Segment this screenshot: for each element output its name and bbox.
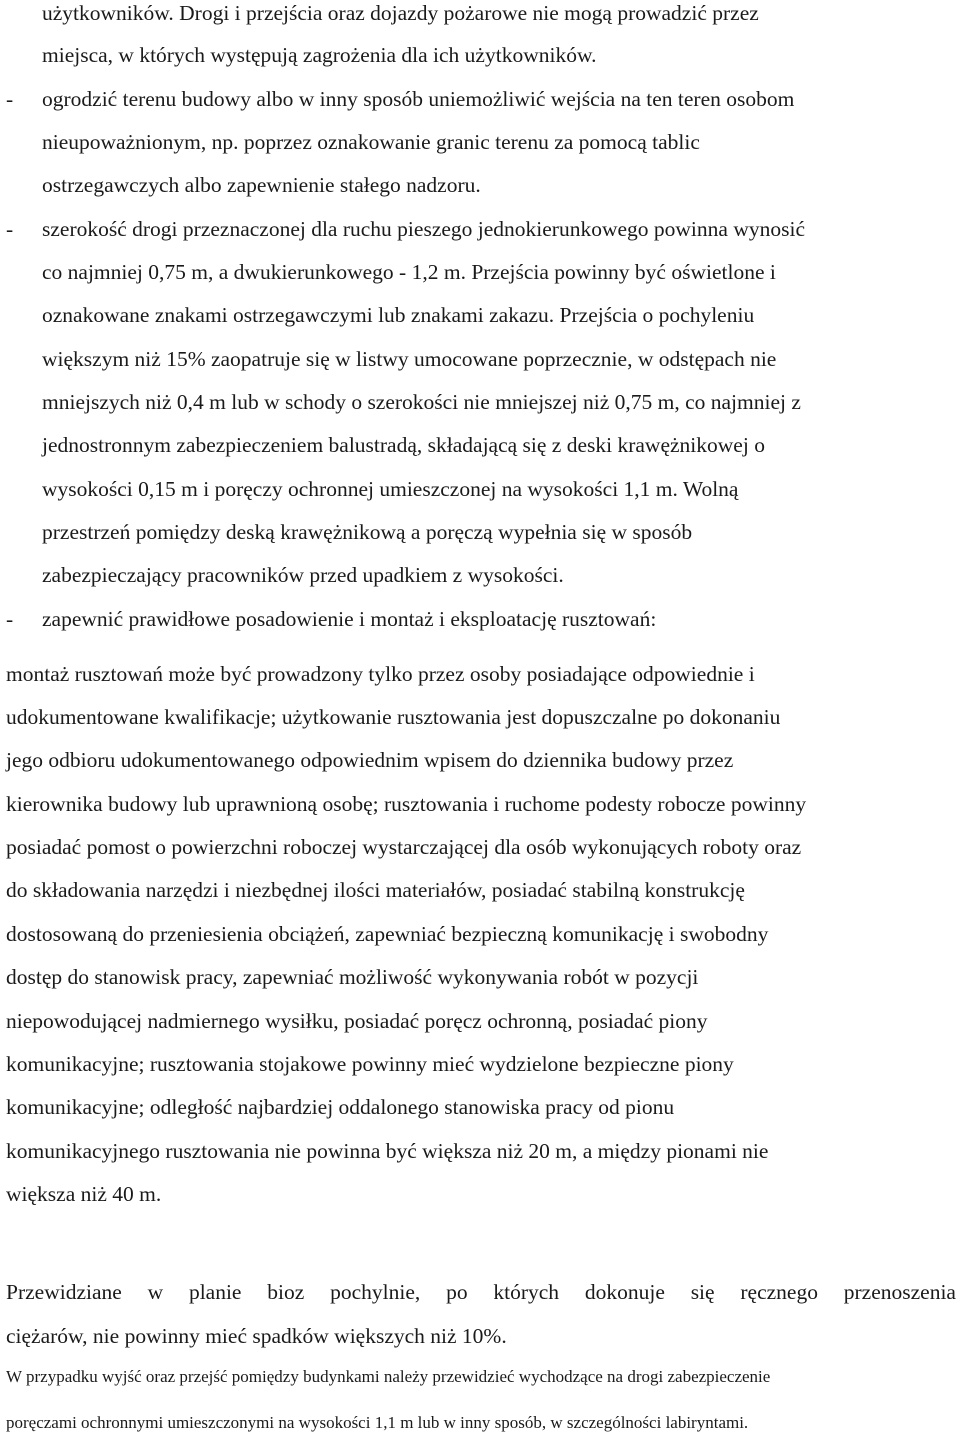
text-line: większym niż 15% zaopatruje się w listwy umocowane poprzecznie, w odstępach nie <box>42 347 777 371</box>
justified-text-line <box>6 1279 956 1305</box>
word: ręcznego <box>740 1280 818 1304</box>
text-line: do składowania narzędzi i niezbędnej ilości materiałów, posiadać stabilną konstrukcję <box>6 878 745 902</box>
text-line: niepowodującej nadmiernego wysiłku, posiadać poręcz ochronną, posiadać piony <box>6 1009 708 1033</box>
word: przenoszenia <box>843 1280 956 1304</box>
text-line: miejsca, w których występują zagrożenia dla ich użytkowników. <box>42 43 597 67</box>
text-line-small: poręczami ochronnymi umieszczonymi na wysokości 1,1 m lub w inny sposób, w szczególności labiryntami. <box>6 1413 749 1432</box>
text-line: dostęp do stanowisk pracy, zapewniać możliwość wykonywania robót w pozycji <box>6 965 699 989</box>
text-line: dostosowaną do przeniesienia obciążeń, zapewniać bezpieczną komunikację i swobodny <box>6 922 769 946</box>
word: po <box>446 1280 468 1304</box>
bullet-dash: - <box>6 607 14 631</box>
text-line: komunikacyjne; rusztowania stojakowe powinny mieć wydzielone bezpieczne piony <box>6 1052 734 1076</box>
text-line: szerokość drogi przeznaczonej dla ruchu pieszego jednokierunkowego powinna wynosić <box>42 217 805 241</box>
word: planie <box>188 1280 242 1304</box>
word: bioz <box>267 1280 305 1304</box>
text-line: użytkowników. Drogi i przejścia oraz dojazdy pożarowe nie mogą prowadzić przez <box>42 1 759 25</box>
text-line: ogrodzić terenu budowy albo w inny sposób uniemożliwić wejścia na ten teren osobom <box>42 87 795 111</box>
text-line: zapewnić prawidłowe posadowienie i montaż i eksploatację rusztowań: <box>42 607 657 631</box>
text-line: nieupoważnionym, np. poprzez oznakowanie granic terenu za pomocą tablic <box>42 130 700 154</box>
text-line: jego odbioru udokumentowanego odpowiednim wpisem do dziennika budowy przez <box>6 748 734 772</box>
text-line: mniejszych niż 0,4 m lub w schody o szerokości nie mniejszej niż 0,75 m, co najmniej z <box>42 390 801 414</box>
bullet-dash: - <box>6 217 14 241</box>
text-line: zabezpieczający pracowników przed upadkiem z wysokości. <box>42 563 564 587</box>
bullet-dash: - <box>6 87 14 111</box>
word: dokonuje <box>584 1280 665 1304</box>
word: Przewidziane <box>6 1280 122 1304</box>
text-line: ciężarów, nie powinny mieć spadków większych niż 10%. <box>6 1324 507 1348</box>
text-line: jednostronnym zabezpieczeniem balustradą, składającą się z deski krawężnikowej o <box>42 433 765 457</box>
text-line: udokumentowane kwalifikacje; użytkowanie rusztowania jest dopuszczalne po dokonaniu <box>6 705 781 729</box>
text-line: posiadać pomost o powierzchni roboczej wystarczającej dla osób wykonujących roboty oraz <box>6 835 802 859</box>
text-line: ostrzegawczych albo zapewnienie stałego nadzoru. <box>42 173 481 197</box>
word: w <box>147 1280 164 1304</box>
word: się <box>690 1280 715 1304</box>
word: których <box>493 1280 560 1304</box>
text-line: komunikacyjnego rusztowania nie powinna być większa niż 20 m, a między pionami nie <box>6 1139 769 1163</box>
text-line: komunikacyjne; odległość najbardziej oddalonego stanowiska pracy od pionu <box>6 1095 675 1119</box>
text-line: kierownika budowy lub uprawnioną osobę; rusztowania i ruchome podesty robocze powinny <box>6 792 807 816</box>
text-line: przestrzeń pomiędzy deską krawężnikową a poręczą wypełnia się w sposób <box>42 520 693 544</box>
word: pochylnie, <box>330 1280 421 1304</box>
text-line: większa niż 40 m. <box>6 1182 162 1206</box>
text-line: montaż rusztowań może być prowadzony tylko przez osoby posiadające odpowiednie i <box>6 662 755 686</box>
text-line-small: W przypadku wyjść oraz przejść pomiędzy budynkami należy przewidzieć wychodzące na drogi zabezpieczenie <box>6 1367 771 1386</box>
text-line: wysokości 0,15 m i poręczy ochronnej umieszczonej na wysokości 1,1 m. Wolną <box>42 477 739 501</box>
text-line: oznakowane znakami ostrzegawczymi lub znakami zakazu. Przejścia o pochyleniu <box>42 303 755 327</box>
text-line: co najmniej 0,75 m, a dwukierunkowego - 1,2 m. Przejścia powinny być oświetlone i <box>42 260 776 284</box>
